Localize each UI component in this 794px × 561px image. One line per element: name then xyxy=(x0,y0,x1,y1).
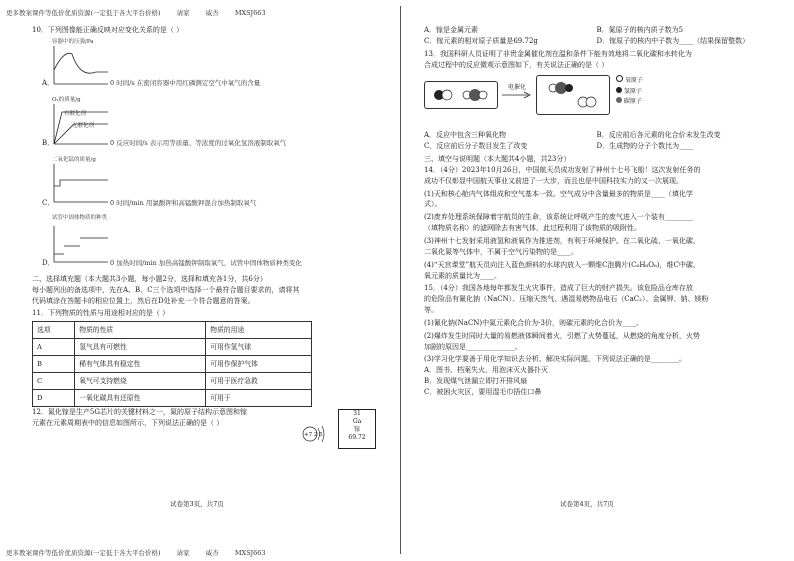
question-14: 14．（4分）2023年10月26日，中国航天员成功发射了神州十七号飞船！这次发射任务的 xyxy=(424,165,701,174)
table-row xyxy=(33,373,312,390)
q15-option-b: B．发现煤气泄漏立即打开排风扇 xyxy=(424,377,528,386)
q15-option-a: A．图书、档案失火，用泡沫灭火器扑灭 xyxy=(424,366,549,375)
question-15-cont: 的危险品有氰化钠（NaCN）、压缩天然气、遇湿易燃物品电石（CaC₂）、金属钾、钠、镁粉 xyxy=(424,295,709,304)
code-text: MXSJ663 xyxy=(234,9,266,17)
table-header-cell: 物质的性质 xyxy=(75,322,206,339)
contact-text: 请家 xyxy=(176,9,190,17)
graph-a xyxy=(42,38,387,94)
element-name: 镓 xyxy=(353,425,360,433)
table-cell: B xyxy=(33,356,75,373)
reaction-arrow xyxy=(502,91,532,99)
element-number: 31 xyxy=(353,410,361,418)
graph-b-legend-no-catalyst: 无催化剂 xyxy=(72,122,95,129)
legend-carbon-label: 碳原子 xyxy=(623,97,642,105)
graph-c xyxy=(42,156,387,212)
question-10: 10．下列图像能正确反映对应变化关系的是（ ） xyxy=(32,26,184,34)
q13-options-row-1 xyxy=(424,130,769,141)
question-13-cont: 合成过程中的反应微观示意图如下，有关说法正确的是（ ） xyxy=(424,60,609,69)
question-14-3-cont: 二氧化氮等气体中，不属于空气污染物的是____。 xyxy=(424,247,578,256)
section-2-desc-1: 先在A、B、C三个选项中选择一个最符合题目要求的，请将其 xyxy=(109,285,300,294)
table-header-cell: 物质的用途 xyxy=(206,322,312,339)
table-cell: 可用于 xyxy=(206,390,312,407)
page-header xyxy=(6,8,280,17)
table-row xyxy=(33,339,312,356)
reactant-box xyxy=(424,81,498,109)
graph-d-ylabel: 试管中固体物质的种类 xyxy=(52,214,108,221)
q12-options-row-1 xyxy=(424,25,769,36)
graph-b-legend-catalyst: 有催化剂 xyxy=(64,110,87,117)
table-row xyxy=(33,356,312,373)
q12-option-d: D．镓原子的核内中子数为____（结果保留整数） xyxy=(596,36,750,45)
page-number-right: 试卷第4页，共7页 xyxy=(560,500,614,508)
q13-option-b: B．反应前后各元素的化合价未发生改变 xyxy=(596,131,721,140)
question-15-cont-2: 等。 xyxy=(424,306,438,315)
option-a-text: 0 时间/s 在密闭容器中用红磷测定空气中氧气的含量 xyxy=(110,78,261,87)
question-14-cont: 成功不仅彰显中国航天事业又前进了一大步，而且也是中国科技实力的又一次展现。 xyxy=(424,176,683,185)
reactant-molecules xyxy=(425,82,497,108)
legend-hydrogen xyxy=(616,87,643,97)
table-cell: 可用于医疗急救 xyxy=(206,373,312,390)
question-15-1: (1)氰化钠(NaCN)中氮元素化合价为-3价，则碳元素的化合价为____。 xyxy=(424,318,643,327)
question-14-3: (3)神州十七发射采用液氢和液氧作为推进剂，有利于环境保护。在二氧化硫、一氧化碳、 xyxy=(424,236,700,245)
question-14-4-cont: 氧元素的质量比为____。 xyxy=(424,271,501,280)
option-a-letter: A． xyxy=(42,78,55,87)
promo-text: 更多教案课件等低价优质资源(一定低于各大平台价格) xyxy=(6,9,161,17)
section-3-title: 三、填空与说明题（本大题共4小题，共23分） xyxy=(424,155,571,164)
code-text: MXSJ663 xyxy=(234,549,266,557)
q12-option-b: B．氮原子的核内质子数为5 xyxy=(596,26,684,34)
product-molecules xyxy=(537,76,609,114)
page-divider xyxy=(400,6,401,554)
properties-table xyxy=(32,321,312,407)
section-2-desc-0: 每小题列出的备选项中， xyxy=(32,285,109,294)
page-footer-header xyxy=(6,548,280,557)
left-page xyxy=(32,25,387,453)
legend-oxygen xyxy=(616,75,643,86)
q13-option-c: C．反应前后分子数目发生了改变 xyxy=(424,142,528,151)
option-d-text: 0 加热时间/min 加热高锰酸钾制取氧气，试管中固体物质种类变化 xyxy=(110,258,302,267)
q15-option-c: C．被困火灾区，要用湿毛巾捂住口鼻 xyxy=(424,387,542,396)
table-cell: C xyxy=(33,373,75,390)
promo-text: 更多教案课件等低价优质资源(一定低于各大平台价格) xyxy=(6,549,161,557)
product-box xyxy=(536,75,610,115)
question-14-2-cont: （填物质名称）的滤网除去有害气体，此过程利用了该物质的吸附性。 xyxy=(424,224,641,233)
hydrogen-atom-icon xyxy=(616,87,622,93)
q12-options-row-2 xyxy=(424,36,769,47)
graph-c-plot xyxy=(50,156,110,206)
section-2-desc xyxy=(32,285,387,296)
table-cell: 一氧化碳具有还原性 xyxy=(75,390,206,407)
graph-b xyxy=(42,96,387,154)
person-text: 威杏 xyxy=(205,549,219,557)
contact-text: 请家 xyxy=(176,549,190,557)
table-cell: D xyxy=(33,390,75,407)
diagram-legend xyxy=(616,75,643,107)
table-header-row xyxy=(33,322,312,339)
table-cell: 可用作保护气体 xyxy=(206,356,312,373)
question-15-2-cont: 加剧的原因是______________。 xyxy=(424,342,522,351)
page-number-left: 试卷第3页，共7页 xyxy=(170,500,224,508)
question-12-block xyxy=(32,407,387,453)
arrow-label: 电催化 xyxy=(508,84,527,92)
q12-option-a: A．镓是金属元素 xyxy=(424,26,479,34)
legend-carbon xyxy=(616,97,643,107)
element-mass: 69.72 xyxy=(348,433,366,441)
q13-options-row-2 xyxy=(424,141,769,152)
option-c-text: 0 时间/min 用氯酸钾和高锰酸钾混合加热制取氧气 xyxy=(110,198,257,207)
question-12-cont: 元素在元素周期表中的信息如图所示，下列说法正确的是（ ） xyxy=(32,419,224,428)
graph-a-plot xyxy=(50,38,110,88)
carbon-atom-icon xyxy=(616,97,622,103)
atom-numbers: +7 2 5 xyxy=(304,432,323,439)
option-d-letter: D． xyxy=(42,258,55,267)
graph-b-ylabel: O₂的质量/g xyxy=(52,96,81,103)
q13-option-d: D．生成物的分子个数比为____ xyxy=(596,142,694,151)
graph-d-plot xyxy=(50,214,110,266)
oxygen-atom-icon xyxy=(616,75,623,82)
legend-oxygen-label: 氧原子 xyxy=(624,77,643,85)
table-cell: 稀有气体具有稳定性 xyxy=(75,356,206,373)
question-12: 12．氮化镓是生产5G芯片的关键材料之一，氮的原子结构示意图和镓 xyxy=(32,408,247,417)
graph-c-ylabel: 二氧化锰的质量/g xyxy=(52,156,96,163)
question-13: 13．我国科研人员证明了非贵金属催化剂在温和条件下能有效地将二氧化碳和水转化为 xyxy=(424,49,692,58)
person-text: 威杏 xyxy=(205,9,219,17)
question-15-2: (2)爆炸发生时同时大量的易燃液体瞬间着火，引燃了火势蔓延，从燃烧的角度分析，火势 xyxy=(424,331,700,340)
table-row xyxy=(33,390,312,407)
right-page xyxy=(424,25,769,398)
graph-a-ylabel: 容器中的压强/Pa xyxy=(52,38,94,45)
question-14-1: (1)天和核心舱内气体组成和空气基本一致。空气成分中含量最多的物质是____（填化学 xyxy=(424,189,693,198)
option-b-letter: B． xyxy=(42,138,55,147)
question-15: 15．（4分）我国各地每年都发生火灾事件，造成了巨大的财产损失。该危险品仓库存放 xyxy=(424,284,693,293)
section-2-title: 二、选择填充题（本大题共3小题，每小题2分，选择和填充各1分，共6分） xyxy=(32,274,267,283)
element-card xyxy=(338,409,376,449)
table-header-cell: 选项 xyxy=(33,322,75,339)
option-c-letter: C． xyxy=(42,198,55,207)
question-14-1-cont: 式）。 xyxy=(424,200,442,209)
q13-option-a: A．反应中包含三种氧化物 xyxy=(424,131,507,140)
graph-d xyxy=(42,214,387,272)
question-15-3: (3)学习化学要善于用化学知识去分析、解决实际问题，下列说法正确的是________。 xyxy=(424,355,686,364)
element-symbol: Ga xyxy=(352,418,362,426)
section-2-desc-2: 代码填涂在答题卡的相应位置上，然后在D处补充一个符合题意的答案。 xyxy=(32,296,255,305)
question-14-4: (4)“天宫课堂”航天员向注入蓝色颜料的水球内放入一颗维C泡腾片(C₆H₈O₆)，维C中碳、 xyxy=(424,260,700,269)
table-cell: A xyxy=(33,339,75,356)
table-cell: 氧气可支持燃烧 xyxy=(75,373,206,390)
legend-hydrogen-label: 氢原子 xyxy=(623,87,642,95)
table-cell: 氢气具有可燃性 xyxy=(75,339,206,356)
reaction-diagram xyxy=(424,73,769,127)
question-11: 11．下列物质的性质与用途相对应的是（ ） xyxy=(32,309,170,318)
question-14-2: (2)废弃处理系统保障着宇航员的生命，该系统让呼吸产生的废气进入一个装有________ xyxy=(424,213,693,222)
q12-option-c: C．镓元素的相对原子质量是69.72g xyxy=(424,36,538,45)
table-cell: 可用作氢气球 xyxy=(206,339,312,356)
option-b-text: 0 反应时间/s 表示用等质量、等浓度的过氧化氢溶液制取氧气 xyxy=(110,138,287,147)
